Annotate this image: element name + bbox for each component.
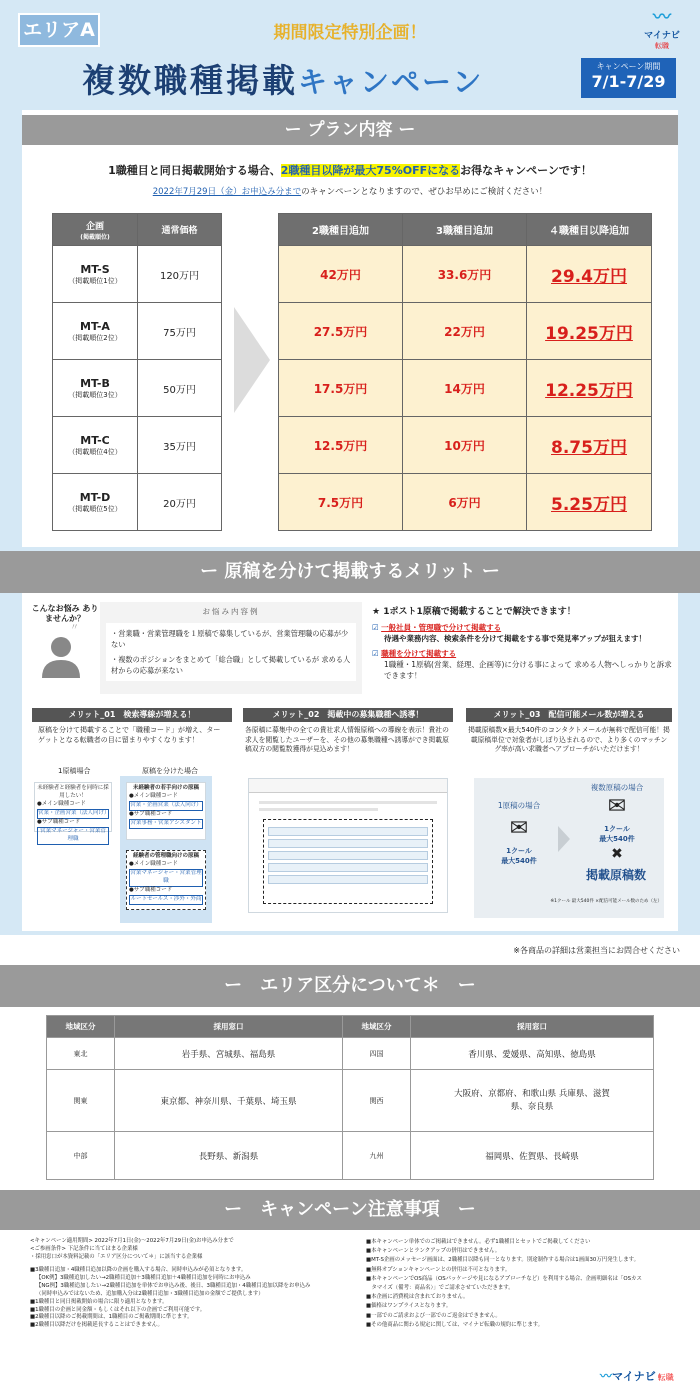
worry-item-1: ・営業職・営業管理職を１原稿で募集しているが、営業管理職の応募が少ない [111, 629, 349, 650]
note-line: ■価格はワンプライスとなります。 [366, 1303, 452, 1310]
note-line: ■本企画に消費税は含まれておりません。 [366, 1294, 469, 1301]
merit-03-diagram [474, 778, 664, 918]
price-add2: 27.5万円 [279, 303, 403, 360]
page-title [82, 55, 582, 103]
merit-01-left-label: 1原稿場合 [58, 767, 91, 775]
normal-price-table [52, 213, 222, 531]
note-line: ■本キャンペーン単体でのご掲載はできません。必ず1職種目とセットでご掲載してください [366, 1239, 591, 1245]
note-line: ■3職種目追加・4職種目追加以降の企画を購入する場合、同時申込みが必須となります。 [30, 1267, 247, 1274]
price-add3: 22万円 [403, 303, 527, 360]
footer-logo-icon: 〰 [600, 1369, 613, 1383]
head-region: 地域区分 [343, 1016, 411, 1038]
single-count: 1クール 最大540件 [501, 847, 537, 865]
head-add4: ４職種目以降追加 [527, 214, 652, 246]
merit-01-box-a: 未経験者の若手向けの原稿 ●メイン職種コード 営業・企画営業（法人向け） ●サブ職種コード 営業事務・営業アシスタント [126, 782, 206, 840]
job-list-area [263, 819, 433, 904]
plan-lead [40, 162, 660, 178]
post-count-label: 掲載原稿数 [585, 868, 646, 882]
note-line: ■1職種目の企画と同金額・もしくはそれ以下の企画でご利用可能です。 [30, 1306, 206, 1313]
merit-01-right-label: 原稿を分けた場合 [142, 767, 198, 775]
plan-name: MT-A （掲載順位2位） [53, 303, 138, 360]
head-add3: 3職種目追加 [403, 214, 527, 246]
worry-box [100, 602, 362, 694]
note-line: ■2職種目以降のご掲載期間は、1職種目のご掲載期間に準じます。 [30, 1314, 193, 1321]
person-icon [38, 632, 84, 678]
table-row [279, 246, 652, 303]
table-row [47, 1070, 654, 1132]
logo-sub: 転職 [655, 42, 669, 50]
footer-logo [600, 1365, 690, 1385]
multi-count: 1クール 最大540件 [599, 825, 635, 843]
price-add2: 17.5万円 [279, 360, 403, 417]
period-box [581, 58, 676, 98]
deadline-link: 2022年7月29日（金）お申込み分まで [152, 187, 302, 197]
table-row [47, 1132, 654, 1180]
note-line: （同時申込みではないため、追加購入分は2職種目追加・3職種目追加の金額でご提供します） [36, 1290, 264, 1297]
plan-section-title: ー プラン内容 ー [22, 115, 678, 145]
normal-price: 120万円 [138, 246, 222, 303]
table-row [53, 246, 222, 303]
region-name: 関西 [343, 1070, 411, 1132]
price-add4: 29.4万円 [527, 246, 652, 303]
solve1-body: 待遇や業務内容、検索条件を分けて掲載をする事で発見率アップが狙えます！ [384, 634, 646, 644]
note-line: <ご参画条件> 下記条件に当てはまる企業様 [30, 1245, 138, 1252]
notes-right [366, 1238, 686, 1330]
note-line: 【OK例】3職種追加したい→2職種目追加＋3職種目追加＋4職種目追加を同時にお申込み [36, 1275, 251, 1282]
solve-title: ★ 1ポスト1原稿で掲載することで解決できます！ [372, 607, 576, 617]
head-normal: 通常価格 [138, 214, 222, 246]
lead-post: お得なキャンペーンです！ [460, 164, 592, 177]
logo-text: マイナビ [644, 31, 680, 41]
region-name: 東北 [47, 1038, 115, 1070]
price-add3: 6万円 [403, 474, 527, 531]
region-name: 四国 [343, 1038, 411, 1070]
head-window: 採用窓口 [115, 1016, 343, 1038]
solve1-head: 一般社員・管理職で分けて掲載する [381, 623, 502, 632]
merit-01-text: 原稿を分けて掲載することで「職種コード」が増え、ターゲットとなる転職者の目に留まりやすくなります！ [38, 726, 221, 744]
region-window: 香川県、愛媛県、高知県、徳島県 [411, 1038, 654, 1070]
region-name: 九州 [343, 1132, 411, 1180]
price-add2: 42万円 [279, 246, 403, 303]
price-add3: 14万円 [403, 360, 527, 417]
merit-03-title: メリット_03 配信可能メール数が増える [466, 708, 672, 722]
title-kana: キャンペーン [298, 65, 484, 99]
normal-price: 75万円 [138, 303, 222, 360]
note-line: ■その他商品に関わる規定に関しては、マイナビ転職の規約に準じます。 [366, 1321, 544, 1328]
mail-icon: ✉ [607, 794, 627, 819]
normal-price: 35万円 [138, 417, 222, 474]
note-line: ■一部でのご請求および一部でのご返金はできません。 [366, 1312, 501, 1319]
period-label: キャンペーン期間 [596, 62, 661, 71]
multi-label: 複数原稿の場合 [590, 783, 644, 792]
note-line: タマイズ（備考：商品名）」でご請求させていただきます。 [366, 1284, 514, 1291]
note-line: <キャンペーン適用期間> 2022年7月1日(金)〜2022年7月29日(金)お申込み分まで [30, 1238, 234, 1244]
worry-item-2: ・複数のポジションをまとめて「総合職」として掲載しているが 求める人材からの応募が来ない [111, 655, 351, 676]
solve2-head: 職種を分けて掲載する [381, 648, 457, 658]
table-row [279, 303, 652, 360]
price-add3: 33.6万円 [403, 246, 527, 303]
area-badge [18, 13, 100, 47]
price-add4: 8.75万円 [527, 417, 652, 474]
price-add4: 12.25万円 [527, 360, 652, 417]
note-line: ■本キャンペーンとランクアップの併用はできません。 [366, 1248, 501, 1255]
sweat-icon: 〃 [70, 623, 80, 633]
table-row [47, 1038, 654, 1070]
area-section-title: ー エリア区分について＊ ー [0, 965, 700, 1007]
table-row [279, 360, 652, 417]
note-line: ■本キャンペーンでOS商品（OSパッケージや見になるアプローチなど）を利用する場合、企画明細名は「OSカス [366, 1275, 642, 1282]
plan-name: MT-D （掲載順位5位） [53, 474, 138, 531]
title-kanji: 複数職種掲載 [82, 61, 298, 100]
merit-01-box-b: 経験者の管理職向けの原稿 ●メイン職種コード 営業マネージャー・営業管理職 ●サブ職種コード ルートセールス・渉外・外商 [126, 850, 206, 910]
merit-02-title: メリット_02 掲載中の募集職種へ誘導！ [243, 708, 453, 722]
normal-price: 50万円 [138, 360, 222, 417]
notes-section-title: ー キャンペーン注意事項 ー [0, 1190, 700, 1230]
region-window: 岩手県、宮城県、福島県 [115, 1038, 343, 1070]
merit-01-single-box: 未経験者と経験者を同時に採用したい！ ●メイン職種コード 営業・企画営業（法人向け） ●サブ職種コード 営業マネージャー・営業管理職 [34, 782, 112, 832]
solve2-body: 1職種・1原稿(営業、経理、企画等)に分ける事によって 求める人物へしっかりと訴求できます！ [384, 659, 672, 680]
worry-title: お悩み内容例 [202, 607, 260, 616]
head-plan: 企画 (掲載順位) [53, 214, 138, 246]
plan-name: MT-S （掲載順位1位） [53, 246, 138, 303]
price-add3: 10万円 [403, 417, 527, 474]
notes-left [30, 1238, 355, 1330]
region-name: 関東 [47, 1070, 115, 1132]
lead-highlight: 2職種目以降が最大75%OFFになる [280, 164, 461, 177]
area-badge-label: エリアA [23, 19, 95, 41]
area-table [46, 1015, 654, 1180]
plan-name: MT-B （掲載順位3位） [53, 360, 138, 417]
head-window: 採用窓口 [411, 1016, 654, 1038]
worry-question: こんなお悩み ありませんか？ [31, 604, 99, 624]
table-row [53, 417, 222, 474]
table-row [279, 417, 652, 474]
single-label: 1原稿の場合 [497, 801, 541, 810]
merit-section-title: ー 原稿を分けて掲載するメリット ー [0, 551, 700, 593]
mail-icon: ✉ [509, 816, 529, 841]
note-line: ■2職種目以降だけを掲載延長することはできません。 [30, 1322, 163, 1329]
footer-logo-text: マイナビ [612, 1370, 656, 1383]
price-add4: 5.25万円 [527, 474, 652, 531]
region-window: 福岡県、佐賀県、長崎県 [411, 1132, 654, 1180]
normal-price: 20万円 [138, 474, 222, 531]
region-window: 東京都、神奈川県、千葉県、埼玉県 [115, 1070, 343, 1132]
merit-02 [243, 708, 453, 923]
merit-03 [466, 708, 672, 923]
subtitle: 期間限定特別企画！ [273, 23, 427, 43]
chevron-right-icon [556, 824, 572, 854]
table-row [279, 474, 652, 531]
deadline-text: のキャンペーンとなりますので、ぜひお早めにご検討ください！ [301, 187, 548, 197]
times-icon: ✖ [611, 846, 623, 862]
merit-02-screenshot [248, 778, 448, 913]
merit-03-text: 掲載原稿数×最大540件のコンタクトメールが無料で配信可能！掲載原稿単位で対象者がしぼり込まれるので、より多くのマッチング率が高い求職者へアプローチがいただけます！ [468, 726, 670, 754]
period-value: 7/1-7/29 [591, 72, 666, 91]
note-line: ■無料オプションキャンペーンとの併用は不可となります。 [366, 1266, 511, 1273]
lead-pre: 1職種目と同日掲載開始する場合、 [108, 164, 281, 177]
note-line: ■1職種目と同日掲載開始の場合に限り適用となります。 [30, 1298, 168, 1305]
merit-02-text: 各原稿に募集中の全ての貴社求人情報原稿への導線を表示！貴社の求人を閲覧したユーザーを、その他の募集職種へ誘導ができ掲載原稿双方の閲覧数獲得が見込めます！ [245, 726, 449, 754]
region-window: 大阪府、京都府、和歌山県 兵庫県、滋賀県、奈良県 [411, 1070, 654, 1132]
table-row [53, 474, 222, 531]
price-add2: 12.5万円 [279, 417, 403, 474]
table-row [53, 303, 222, 360]
note-line: 【NG例】3職種追加したい→2職種目追加を単体でお申込み後、後日、3職種目追加・4職種目追加以降をお申込み [36, 1283, 311, 1290]
logo-icon: 〰 [653, 7, 671, 28]
merit-01-title: メリット_01 検索導線が増える！ [32, 708, 232, 722]
discount-price-table [278, 213, 652, 531]
plan-name: MT-C （掲載順位4位） [53, 417, 138, 474]
price-add2: 7.5万円 [279, 474, 403, 531]
merit-03-note: ※1クール 最大540件 ×配信可能メール数のため（左） [550, 899, 662, 904]
region-window: 長野県、新潟県 [115, 1132, 343, 1180]
check-icon: ☑ [372, 623, 379, 632]
solve-list [372, 622, 672, 681]
check-icon: ☑ [372, 648, 379, 658]
note-line: ■MT-S企画のメッセージ画面は、2職種目以降も同一となります。別途制作する場合は1画面30万円発生します。 [366, 1257, 640, 1264]
head-region: 地域区分 [47, 1016, 115, 1038]
footer-logo-sub: 転職 [657, 1373, 674, 1382]
note-line: ・採用窓口が本資料記載の「エリア区分について＊」に該当する企業様 [30, 1253, 203, 1260]
merit-01 [32, 708, 232, 923]
table-row [53, 360, 222, 417]
footnote: ※各商品の詳細は営業担当にお問合せください [513, 946, 680, 955]
region-name: 中部 [47, 1132, 115, 1180]
logo [638, 8, 686, 52]
arrow-right-icon [232, 305, 272, 415]
price-add4: 19.25万円 [527, 303, 652, 360]
plan-deadline [40, 185, 660, 197]
head-add2: 2職種目追加 [279, 214, 403, 246]
